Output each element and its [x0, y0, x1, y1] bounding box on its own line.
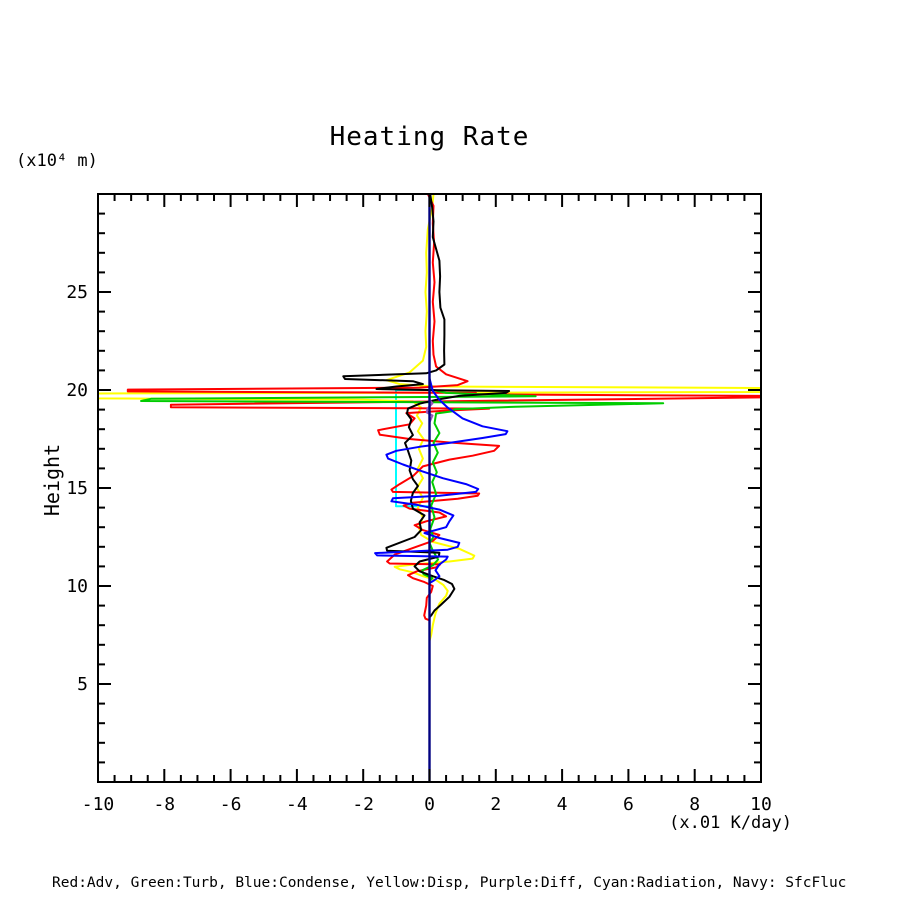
- x-axis-unit-label: (x.01 K/day): [669, 813, 792, 833]
- y-tick-label: 10: [66, 576, 88, 597]
- x-tick-label: 2: [490, 794, 502, 815]
- series-line-cyan: [396, 194, 430, 782]
- y-tick-label: 15: [66, 478, 88, 499]
- x-tick-label: -4: [286, 794, 308, 815]
- x-tick-label: 10: [750, 794, 772, 815]
- x-tick-label: -6: [219, 794, 242, 815]
- x-tick-label: 4: [556, 794, 568, 815]
- y-tick-label: 20: [66, 380, 88, 401]
- x-tick-label: 8: [689, 794, 701, 815]
- legend-text: Red:Adv, Green:Turb, Blue:Condense, Yellow:Disp, Purple:Diff, Cyan:Radiation, Navy: SfcFluc: [52, 875, 847, 891]
- x-tick-label: -8: [153, 794, 176, 815]
- y-tick-label: 25: [66, 282, 88, 303]
- y-axis-title: Height: [40, 443, 64, 517]
- x-tick-label: -2: [352, 794, 375, 815]
- y-tick-label: 5: [77, 674, 88, 695]
- x-tick-label: 0: [424, 794, 435, 815]
- x-tick-label: 6: [622, 794, 634, 815]
- x-tick-label: -10: [81, 794, 115, 815]
- page-title: Heating Rate: [329, 122, 530, 152]
- y-axis-unit-label: (x10⁴ m): [16, 151, 98, 171]
